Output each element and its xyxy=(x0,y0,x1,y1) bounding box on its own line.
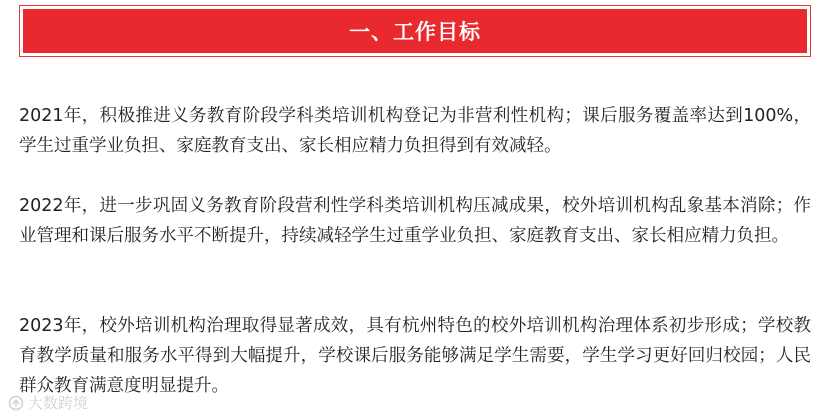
paragraph-2022: 2022年，进一步巩固义务教育阶段营利性学科类培训机构压减成果，校外培训机构乱象基本消除；作业管理和课后服务水平不断提升，持续减轻学生过重学业负担、家庭教育支出、家长相应精力负担。 xyxy=(19,196,811,246)
watermark-logo-icon xyxy=(8,395,24,411)
paragraph-2021: 2021年，积极推进义务教育阶段学科类培训机构登记为非营利性机构；课后服务覆盖率达到100%，学生过重学业负担、家庭教育支出、家长相应精力负担得到有效减轻。 xyxy=(19,106,811,156)
paragraph-2023: 2023年，校外培训机构治理取得显著成效，具有杭州特色的校外培训机构治理体系初步形成；学校教育教学质量和服务水平得到大幅提升，学校课后服务能够满足学生需要，学生学习更好回归校园；人民群众教育满意度明显提升。 xyxy=(19,316,811,396)
watermark xyxy=(8,392,88,413)
watermark-text: 大数跨境 xyxy=(28,394,89,412)
section-title: 一、工作目标 xyxy=(349,20,481,44)
section-header-fill xyxy=(23,9,807,53)
section-header-banner xyxy=(19,5,811,57)
